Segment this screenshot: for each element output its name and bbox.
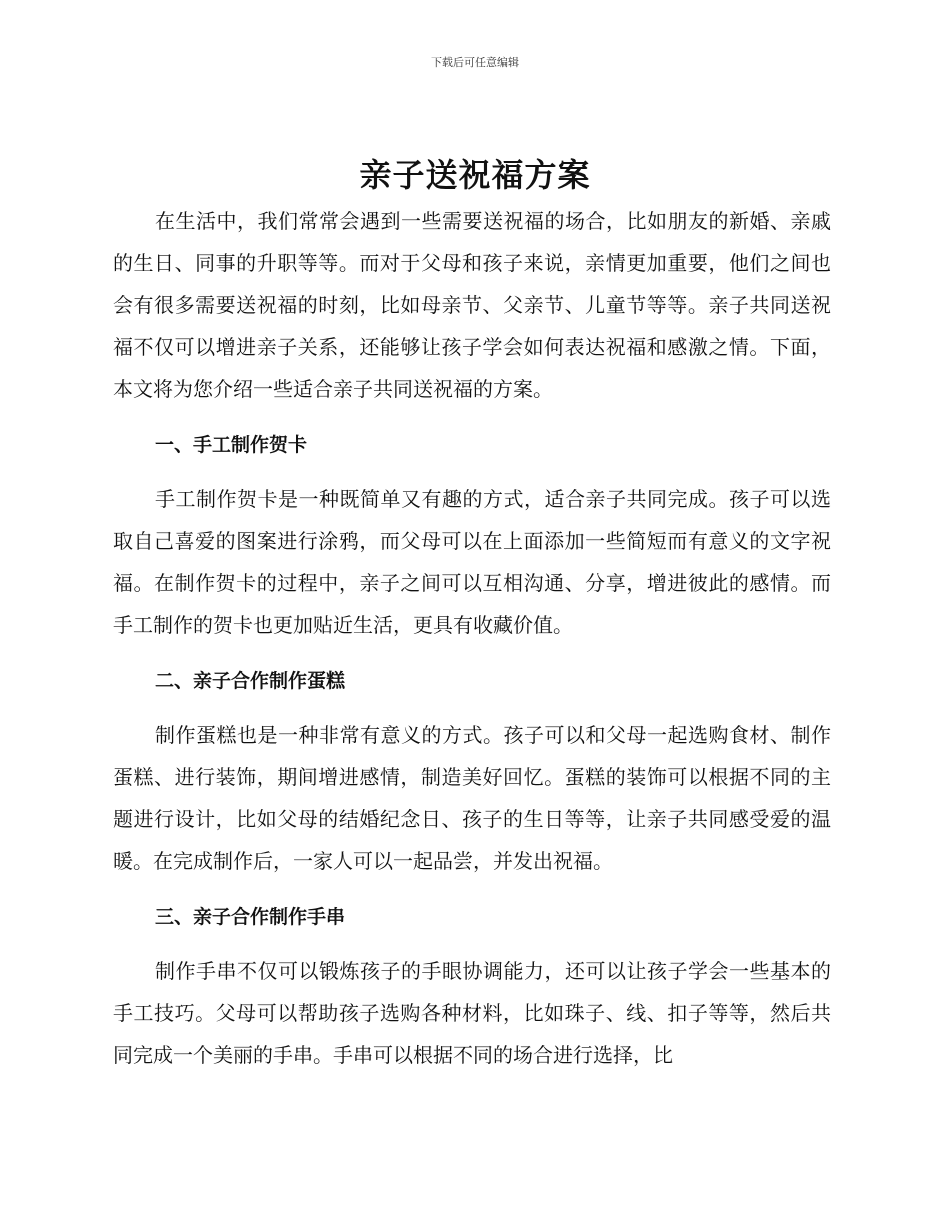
document-body — [113, 200, 831, 1076]
section-body-1: 手工制作贺卡是一种既简单又有趣的方式，适合亲子共同完成。孩子可以选取自己喜爱的图案进行涂鸦，而父母可以在上面添加一些简短而有意义的文字祝福。在制作贺卡的过程中，亲子之间可以互相沟通、分享，增进彼此的感情。而手工制作的贺卡也更加贴近生活，更具有收藏价值。 — [113, 487, 831, 637]
intro-paragraph: 在生活中，我们常常会遇到一些需要送祝福的场合，比如朋友的新婚、亲戚的生日、同事的升职等等。而对于父母和孩子来说，亲情更加重要，他们之间也会有很多需要送祝福的时刻，比如母亲节、父亲节、儿童节等等。亲子共同送祝福不仅可以增进亲子关系，还能够让孩子学会如何表达祝福和感激之情。下面，本文将为您介绍一些适合亲子共同送祝福的方案。 — [113, 209, 831, 401]
section-heading-1: 一、手工制作贺卡 — [155, 434, 308, 456]
section-body-3: 制作手串不仅可以锻炼孩子的手眼协调能力，还可以让孩子学会一些基本的手工技巧。父母可以帮助孩子选购各种材料，比如珠子、线、扣子等等，然后共同完成一个美丽的手串。手串可以根据不同的场合进行选择，比 — [113, 959, 831, 1067]
section-heading-2: 二、亲子合作制作蛋糕 — [155, 670, 346, 692]
section-heading-3: 三、亲子合作制作手串 — [155, 906, 346, 928]
header-note: 下载后可任意编辑 — [431, 56, 519, 69]
document-title: 亲子送祝福方案 — [359, 156, 591, 194]
section-body-2: 制作蛋糕也是一种非常有意义的方式。孩子可以和父母一起选购食材、制作蛋糕、进行装饰，期间增进感情，制造美好回忆。蛋糕的装饰可以根据不同的主题进行设计，比如父母的结婚纪念日、孩子的生日等等，让亲子共同感受爱的温暖。在完成制作后，一家人可以一起品尝，并发出祝福。 — [113, 723, 831, 873]
